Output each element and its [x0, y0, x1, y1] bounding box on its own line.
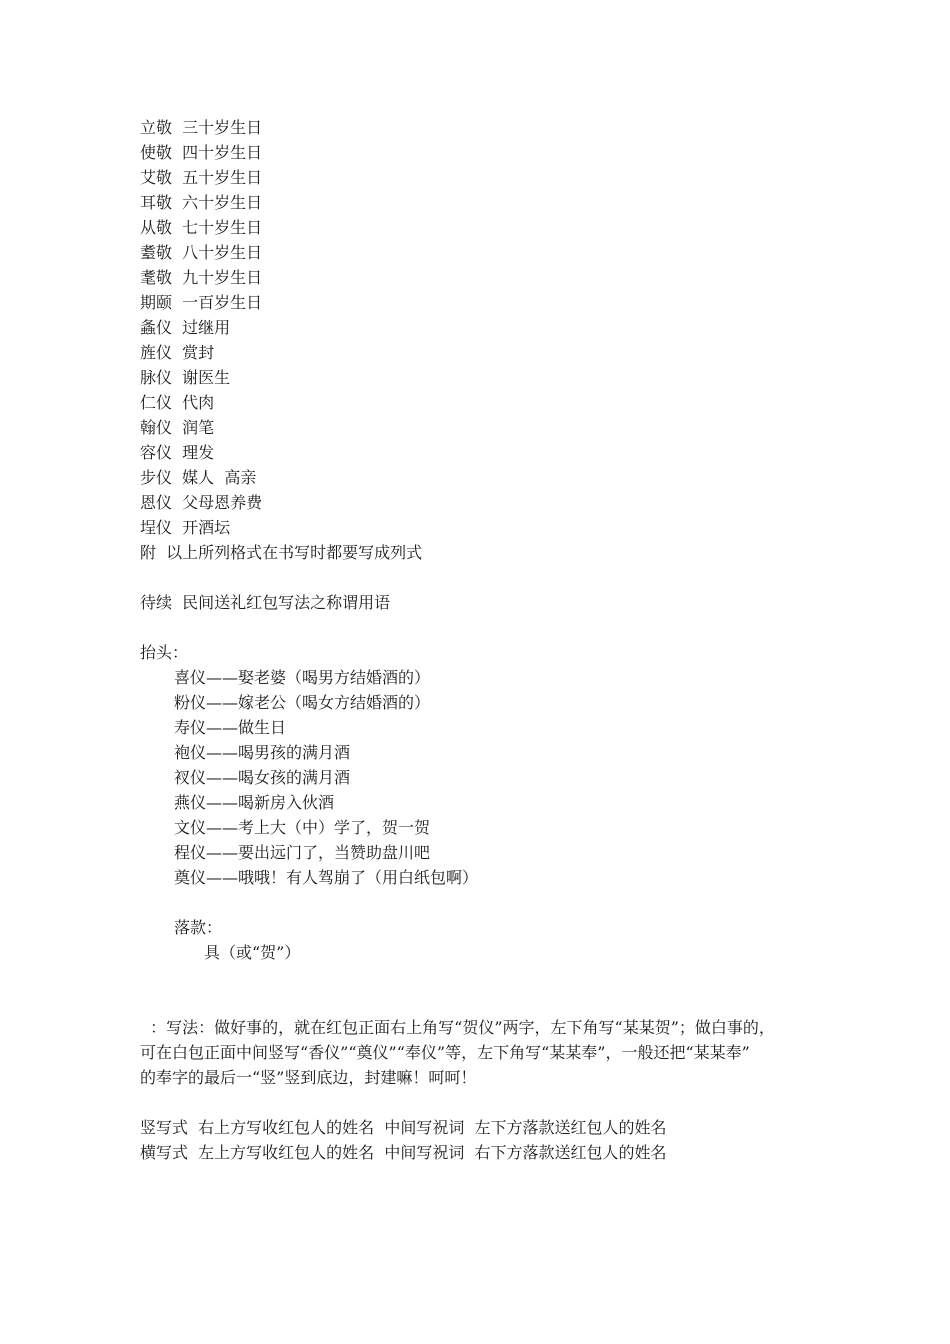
taitou-item: 程仪——要出远门了，当赞助盘川吧 [174, 843, 431, 862]
list-item: 脉仪 谢医生 [140, 368, 231, 387]
taitou-item: 文仪——考上大（中）学了，贺一贺 [174, 818, 431, 837]
format-line: 竖写式 右上方写收红包人的姓名 中间写祝词 左下方落款送红包人的姓名 [140, 1118, 667, 1137]
list-item: 耄敬 九十岁生日 [140, 268, 263, 287]
list-item: 期颐 一百岁生日 [140, 293, 263, 312]
taitou-item: 衩仪——喝女孩的满月酒 [174, 768, 351, 787]
taitou-item: 粉仪——嫁老公（喝女方结婚酒的） [174, 693, 431, 712]
method-line: ：写法：做好事的，就在红包正面右上角写“贺仪”两字，左下角写“某某贺”；做白事的， [140, 1018, 775, 1037]
taitou-item: 燕仪——喝新房入伙酒 [174, 793, 335, 812]
taitou-item: 奠仪——哦哦！有人驾崩了（用白纸包啊） [174, 868, 479, 887]
method-line: 可在白包正面中间竖写“香仪”“奠仪”“奉仪”等，左下角写“某某奉”，一般还把“某某奉” [140, 1043, 750, 1062]
taitou-label: 抬头： [140, 643, 189, 662]
list-item: 埕仪 开酒坛 [140, 518, 231, 537]
list-item: 耳敬 六十岁生日 [140, 193, 263, 212]
list-item: 耋敬 八十岁生日 [140, 243, 263, 262]
luokuan-label: 落款： [174, 918, 223, 937]
taitou-item: 喜仪——娶老婆（喝男方结婚酒的） [174, 668, 431, 687]
list-item: 步仪 媒人 高亲 [140, 468, 257, 487]
list-item: 螽仪 过继用 [140, 318, 231, 337]
list-item: 仁仪 代肉 [140, 393, 215, 412]
list-item: 从敬 七十岁生日 [140, 218, 263, 237]
list-item: 旌仪 赏封 [140, 343, 215, 362]
format-line: 横写式 左上方写收红包人的姓名 中间写祝词 右下方落款送红包人的姓名 [140, 1143, 667, 1162]
list-item: 容仪 理发 [140, 443, 215, 462]
list-item: 立敬 三十岁生日 [140, 118, 263, 137]
list-item: 艾敬 五十岁生日 [140, 168, 263, 187]
list-item: 恩仪 父母恩养费 [140, 493, 263, 512]
taitou-item: 袍仪——喝男孩的满月酒 [174, 743, 351, 762]
note-line: 附 以上所列格式在书写时都要写成列式 [140, 543, 423, 562]
section-heading: 待续 民间送礼红包写法之称谓用语 [140, 593, 391, 612]
taitou-item: 寿仪——做生日 [174, 718, 287, 737]
method-line: 的奉字的最后一“竖”竖到底边，封建嘛！呵呵！ [140, 1068, 477, 1087]
luokuan-value: 具（或“贺”） [204, 943, 301, 962]
list-item: 使敬 四十岁生日 [140, 143, 263, 162]
list-item: 翰仪 润笔 [140, 418, 215, 437]
